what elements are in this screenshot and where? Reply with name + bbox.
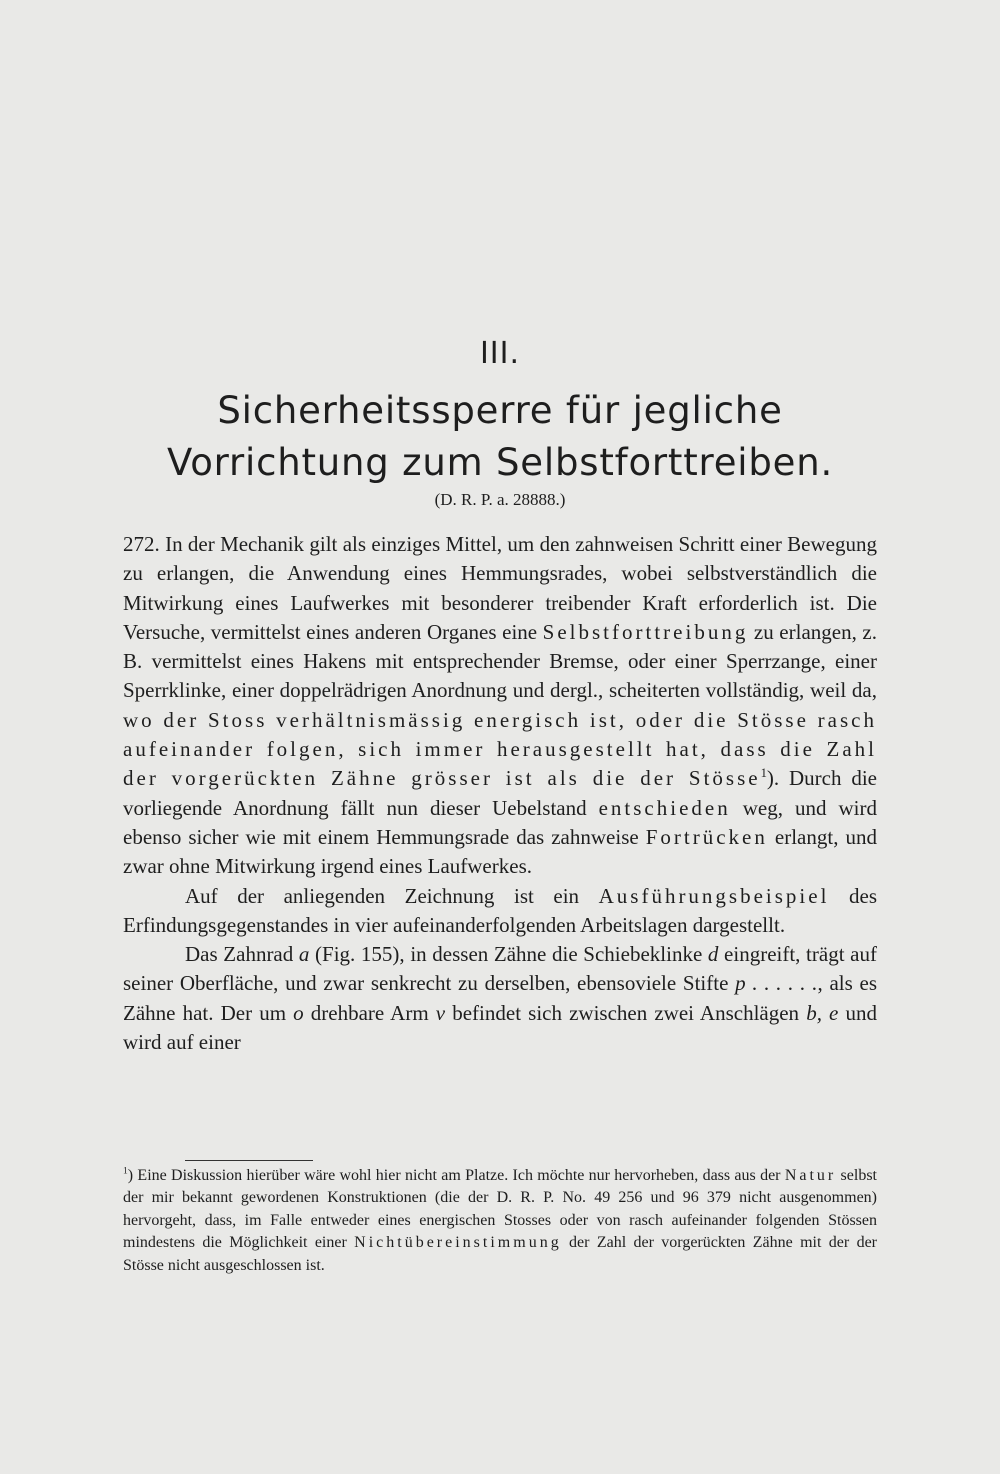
italic-symbol: b, e	[806, 1000, 839, 1025]
section-title-line-1: Sicherheitssperre für jegliche	[217, 389, 783, 432]
text-run: Auf der anliegenden Zeichnung ist ein	[185, 883, 599, 908]
spaced-emphasis: Fortrücken	[645, 824, 768, 849]
text-run: Das Zahnrad	[185, 942, 299, 967]
text-run: der Zahl der vorgerückten Zähne mit der der Stösse nicht ausgeschlossen ist.	[123, 1234, 877, 1274]
footnote	[123, 1165, 877, 1277]
spaced-emphasis: Natur	[784, 1167, 837, 1184]
paragraph-drawing	[123, 882, 877, 941]
spaced-emphasis: Nichtübereinstimmung	[354, 1234, 562, 1252]
text-run: (Fig. 155), in dessen Zähne die Schiebeklinke	[309, 942, 708, 967]
paragraph-272	[123, 530, 877, 882]
italic-symbol: d	[707, 942, 719, 967]
italic-symbol: o	[293, 1000, 304, 1025]
text-run: befindet sich zwischen zwei Anschlägen	[445, 1000, 807, 1025]
spaced-emphasis: entschieden	[598, 795, 731, 820]
text-run: 272. In der Mechanik gilt als einziges Mittel, um den zahnweisen Schritt einer Bewegung zu erlangen, die Anwendung eines Hemmungsrades, wobei selbstverständlich die Mitwirkung eines Laufwerkes mit besonderer treibender Kraft erforderlich ist. Die Versuche, vermittelst eines anderen Organes eine	[123, 532, 877, 644]
text-run: eingreift, trägt auf seiner Oberfläche, und zwar senkrecht zu derselben, ebensoviele Stifte	[123, 942, 877, 996]
text-run: drehbare Arm	[303, 1000, 436, 1025]
text-run: selbst der mir bekannt gewordenen Konstruktionen (die der D. R. P. No. 49 256 und 96 379 nicht ausgenommen) hervorgeht, dass, im Falle entweder eines energischen Stosses oder von rasch aufeinander folgenden Stössen mindestens die Möglichkeit einer	[123, 1167, 878, 1252]
spaced-emphasis: Ausführungsbeispiel	[598, 883, 830, 908]
footnote-reference: 1	[760, 766, 767, 781]
italic-symbol: p . . . . . .	[735, 971, 818, 996]
paragraph-zahnrad	[123, 940, 877, 1057]
text-run: weg, und wird ebenso sicher wie mit einem Hemmungsrade das zahnweise	[123, 795, 877, 849]
text-run: , als es Zähne hat. Der um	[123, 971, 878, 1025]
footnote-mark: 1	[123, 1165, 128, 1177]
text-run: und wird auf einer	[123, 1000, 877, 1055]
footnote-divider	[185, 1160, 313, 1161]
section-number: III.	[479, 336, 521, 371]
section-title-line-2: Vorrichtung zum Selbstforttreiben.	[166, 441, 834, 484]
text-run: erlangt, und zwar ohne Mitwirkung irgend eines Laufwerkes.	[123, 824, 877, 879]
spaced-emphasis: wo der Stoss verhältnismässig energisch ist, oder die Stösse rasch aufeinander folgen, sich immer herausgestellt hat, dass die Zahl der vorgerückten Zähne grösser ist als die der Stösse	[123, 707, 877, 791]
italic-symbol: a	[298, 942, 310, 967]
body-text	[123, 530, 877, 1057]
spaced-emphasis: Selbstforttreibung	[542, 619, 749, 644]
text-run: ). Durch die vorliegende Anordnung fällt nun dieser Uebelstand	[123, 766, 877, 820]
text-run: ) Eine Diskussion hierüber wäre wohl hier nicht am Platze. Ich möchte nur hervorheben, dass aus der	[127, 1167, 785, 1184]
italic-symbol: v	[435, 1000, 446, 1025]
patent-reference: (D. R. P. a. 28888.)	[434, 490, 566, 509]
text-run: des Erfindungsgegenstandes in vier aufeinanderfolgenden Arbeitslagen dargestellt.	[123, 883, 877, 937]
text-run: zu erlangen, z. B. vermittelst eines Hakens mit entsprechender Bremse, oder einer Sperrzange, einer Sperrklinke, einer doppelrädrigen Anordnung und dergl., scheiterten vollständig, weil da,	[123, 619, 877, 703]
